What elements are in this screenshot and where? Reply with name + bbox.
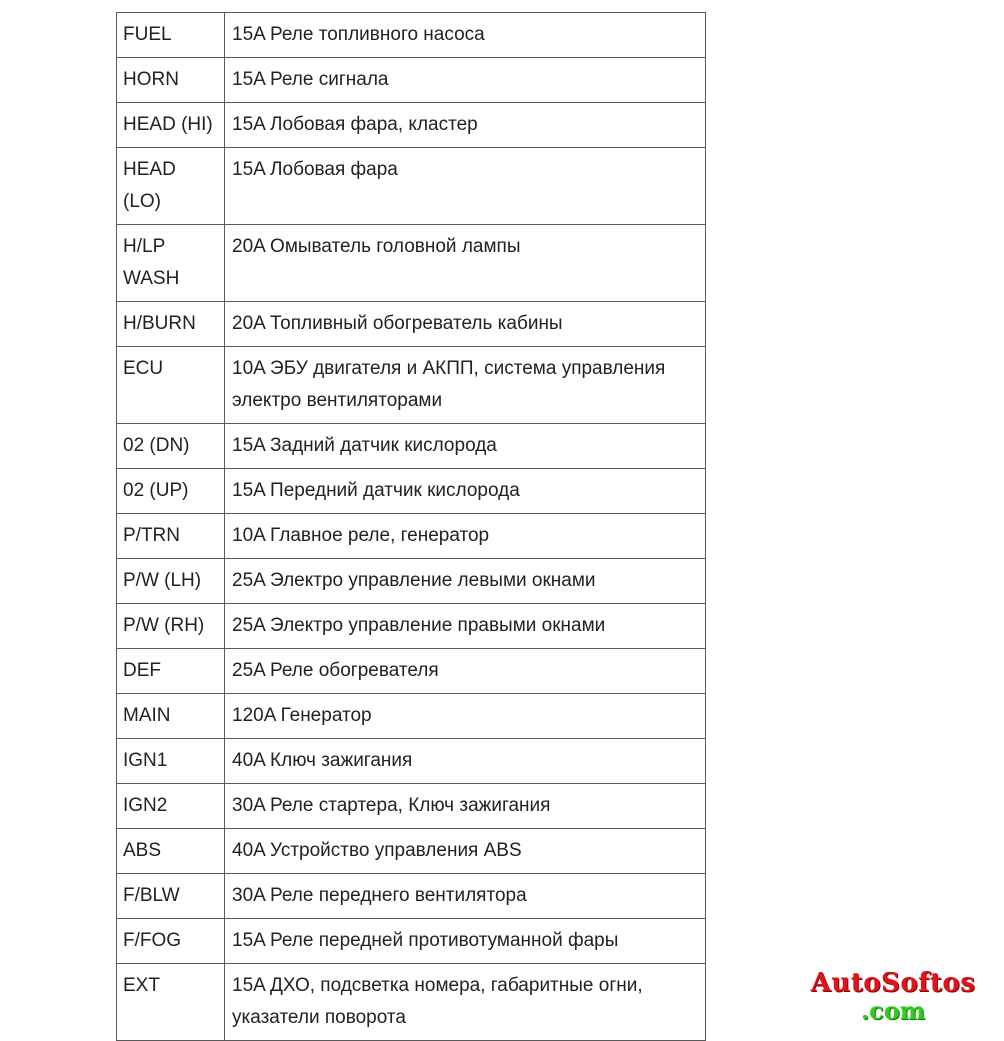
- fuse-description-cell: 20A Топливный обогреватель кабины: [225, 302, 706, 347]
- fuse-code-cell: IGN2: [117, 784, 225, 829]
- fuse-code-cell: ABS: [117, 829, 225, 874]
- fuse-table-body: [117, 13, 706, 1041]
- table-row: [117, 103, 706, 148]
- fuse-description-cell: 120A Генератор: [225, 694, 706, 739]
- fuse-description-cell: 15A Реле передней противотуманной фары: [225, 919, 706, 964]
- fuse-code-cell: P/W (LH): [117, 559, 225, 604]
- fuse-code-cell: IGN1: [117, 739, 225, 784]
- fuse-description-cell: 15A Задний датчик кислорода: [225, 424, 706, 469]
- table-row: [117, 694, 706, 739]
- table-row: [117, 347, 706, 424]
- table-row: [117, 739, 706, 784]
- fuse-description-cell: 15A Передний датчик кислорода: [225, 469, 706, 514]
- fuse-description-cell: 25A Реле обогревателя: [225, 649, 706, 694]
- fuse-code-cell: P/TRN: [117, 514, 225, 559]
- table-row: [117, 514, 706, 559]
- fuse-description-cell: 25A Электро управление левыми окнами: [225, 559, 706, 604]
- watermark-brand: AutoSoftos: [810, 968, 976, 998]
- fuse-description-cell: 25A Электро управление правыми окнами: [225, 604, 706, 649]
- fuse-code-cell: DEF: [117, 649, 225, 694]
- fuse-description-cell: 10A ЭБУ двигателя и АКПП, система управления электро вентиляторами: [225, 347, 706, 424]
- fuse-code-cell: HORN: [117, 58, 225, 103]
- fuse-description-cell: 40A Ключ зажигания: [225, 739, 706, 784]
- fuse-description-cell: 40A Устройство управления ABS: [225, 829, 706, 874]
- fuse-code-cell: ECU: [117, 347, 225, 424]
- table-row: [117, 58, 706, 103]
- fuse-description-cell: 15A Реле топливного насоса: [225, 13, 706, 58]
- fuse-description-cell: 20A Омыватель головной лампы: [225, 225, 706, 302]
- fuse-description-cell: 15A Лобовая фара: [225, 148, 706, 225]
- fuse-code-cell: H/LP WASH: [117, 225, 225, 302]
- fuse-code-cell: 02 (UP): [117, 469, 225, 514]
- fuse-code-cell: MAIN: [117, 694, 225, 739]
- fuse-code-cell: F/FOG: [117, 919, 225, 964]
- table-row: [117, 148, 706, 225]
- table-row: [117, 784, 706, 829]
- table-row: [117, 604, 706, 649]
- fuse-description-cell: 10A Главное реле, генератор: [225, 514, 706, 559]
- watermark-logo: [797, 970, 989, 1023]
- table-row: [117, 964, 706, 1041]
- table-row: [117, 829, 706, 874]
- table-row: [117, 649, 706, 694]
- fuse-code-cell: 02 (DN): [117, 424, 225, 469]
- fuse-description-cell: 15A Реле сигнала: [225, 58, 706, 103]
- fuse-code-cell: HEAD (LO): [117, 148, 225, 225]
- table-row: [117, 13, 706, 58]
- fuse-code-cell: FUEL: [117, 13, 225, 58]
- table-row: [117, 225, 706, 302]
- fuse-code-cell: EXT: [117, 964, 225, 1041]
- fuse-description-cell: 15A ДХО, подсветка номера, габаритные огни, указатели поворота: [225, 964, 706, 1041]
- table-row: [117, 559, 706, 604]
- watermark-domain: .com: [860, 996, 926, 1025]
- table-row: [117, 919, 706, 964]
- fuse-description-cell: 30A Реле стартера, Ключ зажигания: [225, 784, 706, 829]
- table-row: [117, 469, 706, 514]
- fuse-code-cell: P/W (RH): [117, 604, 225, 649]
- fuse-description-cell: 15A Лобовая фара, кластер: [225, 103, 706, 148]
- fuse-code-cell: F/BLW: [117, 874, 225, 919]
- fuse-table: [116, 12, 706, 1041]
- fuse-code-cell: HEAD (HI): [117, 103, 225, 148]
- fuse-description-cell: 30A Реле переднего вентилятора: [225, 874, 706, 919]
- table-row: [117, 424, 706, 469]
- table-row: [117, 874, 706, 919]
- table-row: [117, 302, 706, 347]
- fuse-code-cell: H/BURN: [117, 302, 225, 347]
